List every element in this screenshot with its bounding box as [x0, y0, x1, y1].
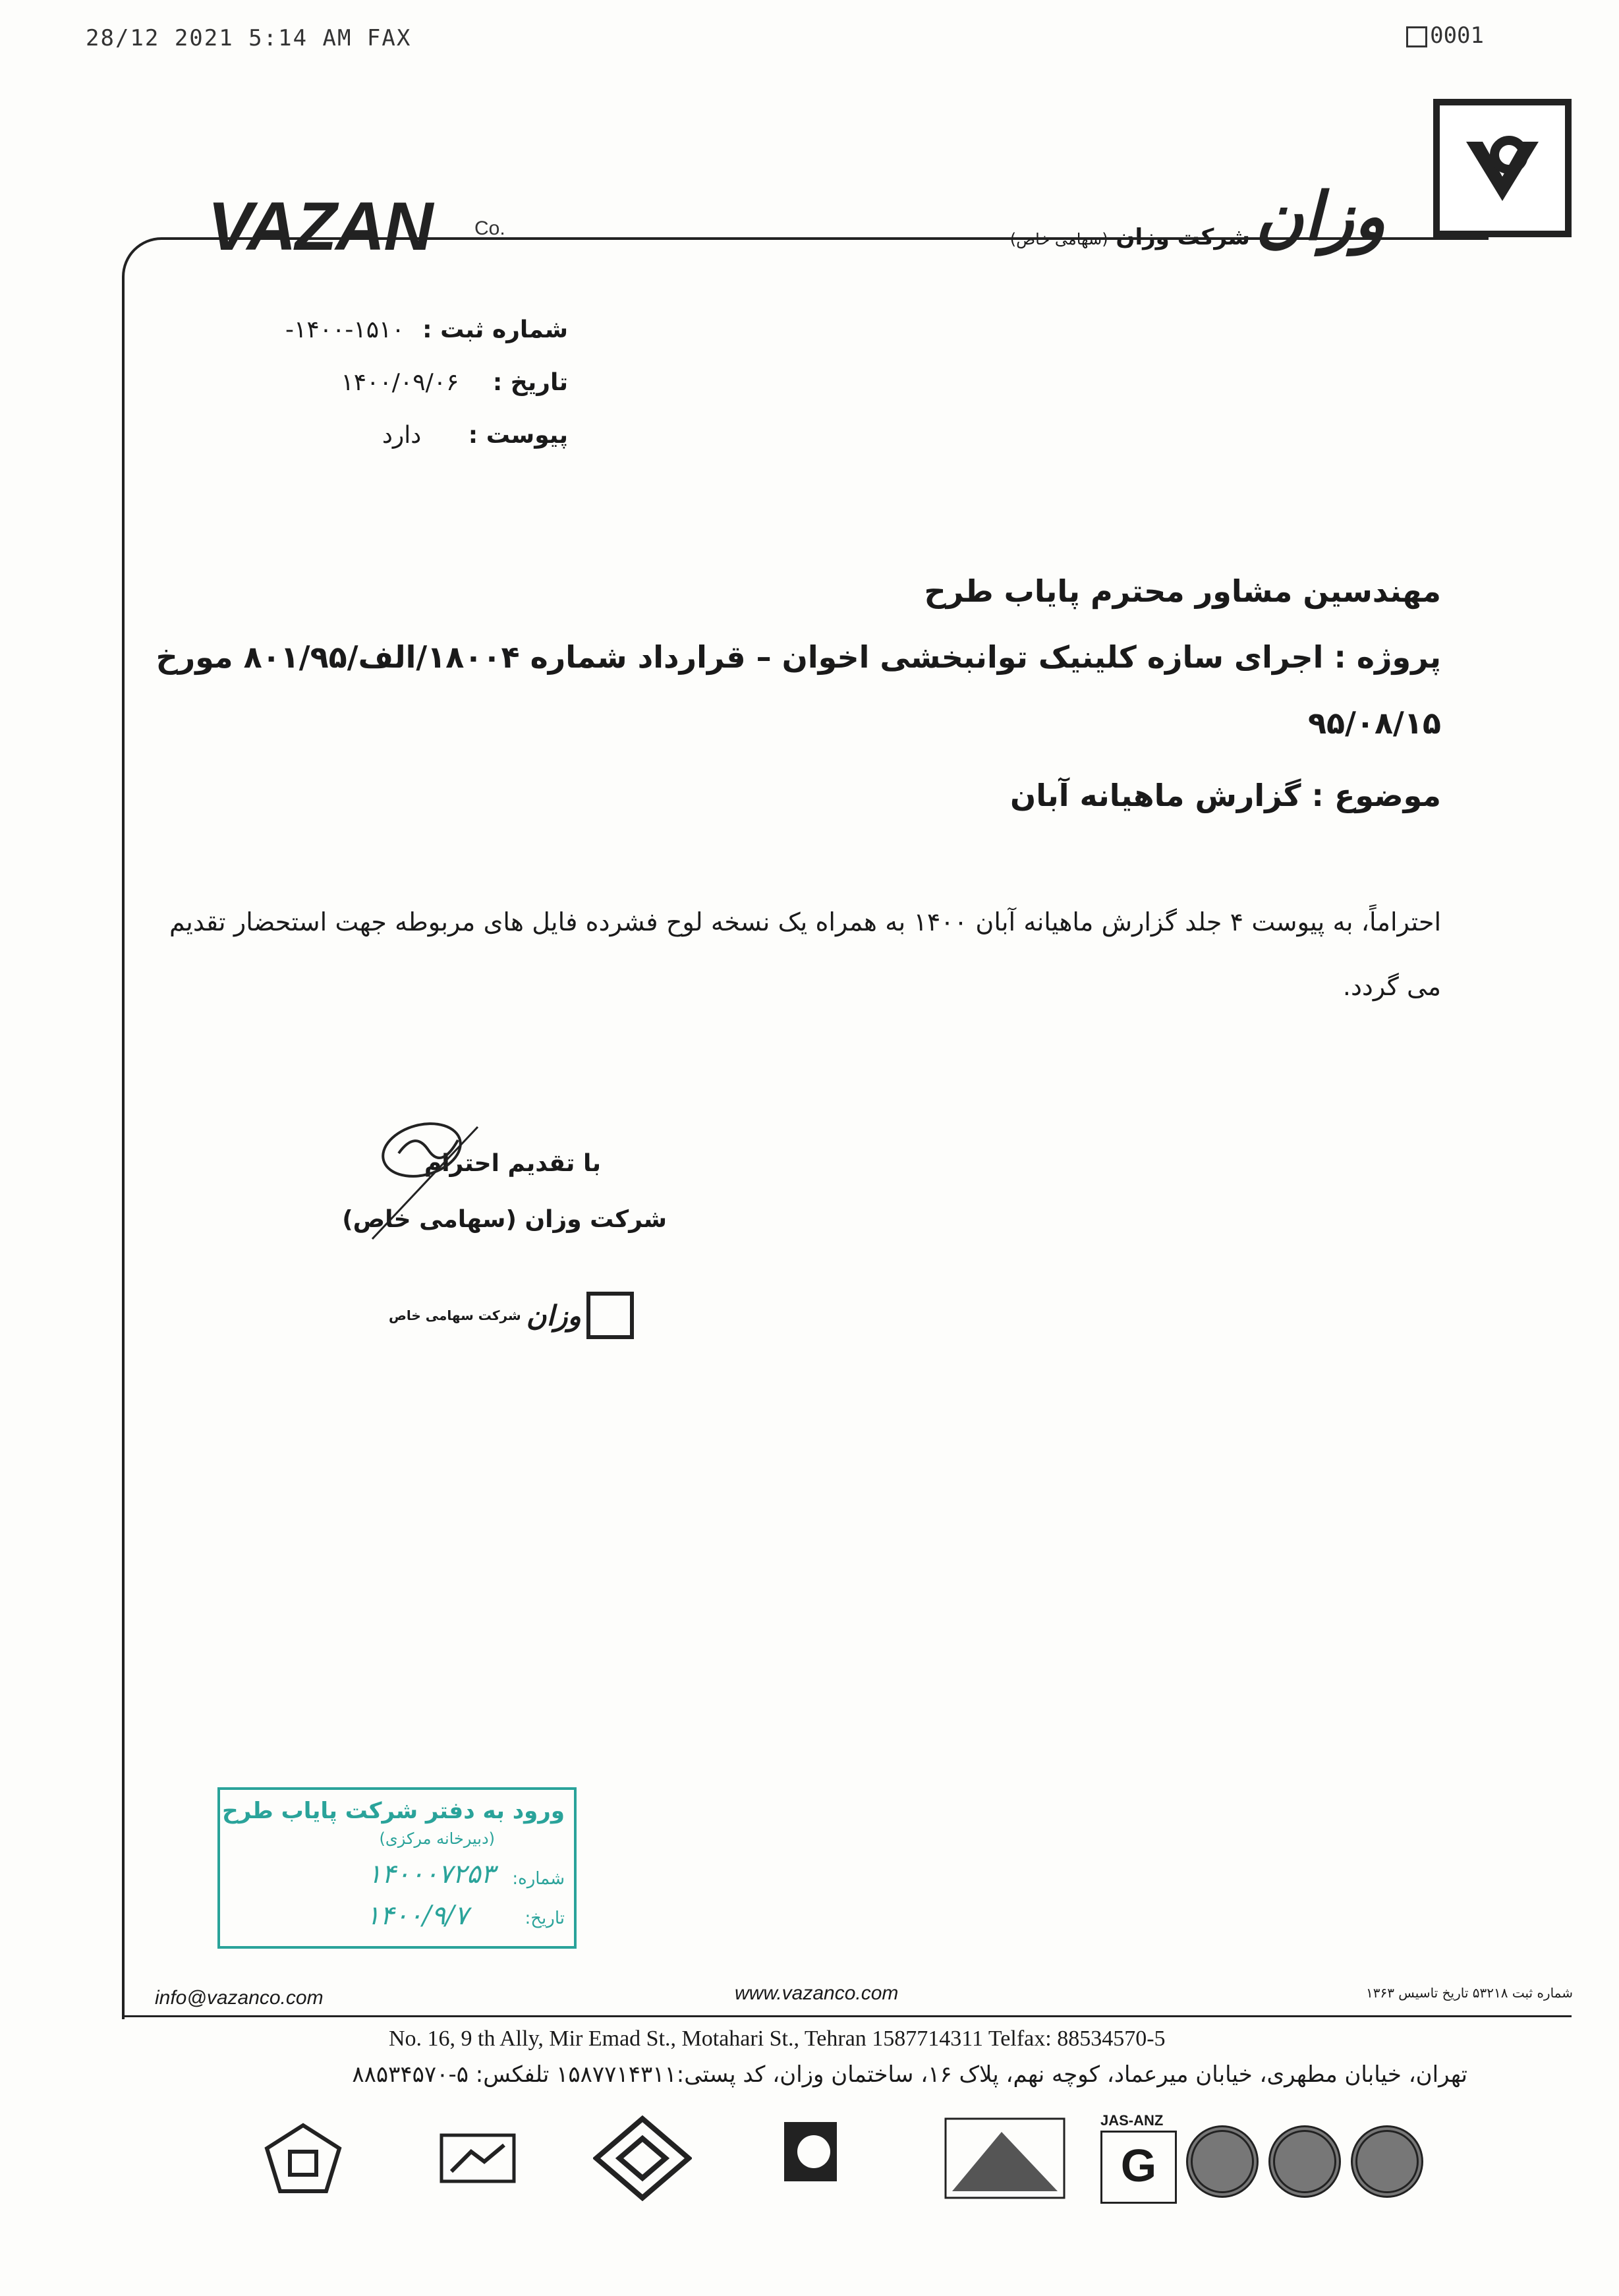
jas-anz-badge: JAS-ANZ	[1100, 2112, 1164, 2129]
association-logo-icon	[260, 2119, 346, 2198]
concrete-association-logo-icon	[774, 2112, 847, 2198]
stamp-date-value: ۱۴۰۰/۹/۷	[366, 1901, 469, 1931]
iso-seal-icon	[1186, 2125, 1259, 2198]
persian-logo: وزان	[1255, 178, 1386, 255]
handwritten-signature	[353, 1114, 484, 1246]
company-name-text: شرکت وزان	[1116, 224, 1250, 250]
stamp-date-label: تاریخ:	[525, 1909, 565, 1928]
closing: با تقدیم احترام	[424, 1150, 601, 1177]
company-emblem-icon	[1433, 99, 1572, 237]
attachment-row	[382, 422, 568, 449]
signature-company: شرکت وزان (سهامی خاص)	[342, 1206, 667, 1233]
project-line: پروژه : اجرای سازه کلینیک توانبخشی اخوان – قرارداد شماره ۱۸۰۰۴/الف/۸۰۱/۹۵ مورخ	[156, 639, 1441, 675]
attachment-label: پیوست :	[468, 422, 568, 449]
footer-registration: شماره ثبت ۵۳۲۱۸ تاریخ تاسیس ۱۳۶۳	[1365, 1985, 1573, 2001]
subject: موضوع : گزارش ماهیانه آبان	[1009, 778, 1441, 813]
footer-email: info@vazanco.com	[155, 1987, 324, 2009]
date-label: تاریخ :	[492, 369, 568, 396]
footer-divider	[122, 2015, 1572, 2017]
fax-header: 28/12 2021 5:14 AM FAX	[86, 25, 412, 51]
registration-label: شماره ثبت :	[422, 316, 568, 343]
engineering-society-logo-icon	[939, 2112, 1071, 2204]
received-stamp	[217, 1787, 577, 1949]
stamp-subtitle: (دبیرخانه مرکزی)	[379, 1829, 495, 1848]
iso-seal-icon	[1351, 2125, 1423, 2198]
registration-value: ۱۴۰۰-۱۵۱۰-	[285, 316, 405, 343]
footer-website: www.vazanco.com	[735, 1982, 899, 2004]
latin-logo: VAZAN	[208, 188, 432, 265]
letter-frame	[122, 237, 1489, 2019]
page-number-value: 0001	[1430, 22, 1484, 49]
stamp-title: ورود به دفتر شرکت پایاب طرح	[222, 1798, 565, 1824]
page-number	[1406, 22, 1484, 49]
company-seal	[389, 1292, 634, 1339]
seal-logo: وزان	[526, 1299, 581, 1332]
stamp-number-label: شماره:	[512, 1869, 565, 1889]
g-certificate-icon: G	[1100, 2131, 1177, 2204]
handshake-logo-icon	[432, 2122, 524, 2195]
seal-text: شرکت سهامی خاص	[389, 1307, 521, 1323]
stamp-number-value: ۱۴۰۰۰۷۲۵۳	[367, 1859, 495, 1889]
date-row	[341, 369, 568, 396]
iso-seal-icon	[1268, 2125, 1341, 2198]
iso-certificates	[1100, 2112, 1443, 2204]
recipient: مهندسین مشاور محترم پایاب طرح	[924, 573, 1441, 609]
company-type: (سهامی خاص)	[1009, 230, 1108, 248]
project-contract-date: ۹۵/۰۸/۱۵	[1307, 705, 1441, 741]
date-value: ۱۴۰۰/۰۹/۰۶	[341, 369, 459, 396]
address-persian: تهران، خیابان مطهری، خیابان میرعماد، کوچه نهم، پلاک ۱۶، ساختمان وزان، کد پستی:۱۵۸۷۷۱۴۳۱۱ تلفکس: ۵-۸۸۵۳۴۵۷۰	[352, 2061, 1467, 2088]
diamond-logo-icon	[590, 2112, 695, 2204]
attachment-value: دارد	[382, 422, 422, 449]
registration-row	[285, 316, 568, 343]
seal-emblem-icon	[586, 1292, 634, 1339]
letter-body: احتراماً، به پیوست ۴ جلد گزارش ماهیانه آبان ۱۴۰۰ به همراه یک نسخه لوح فشرده فایل های مربوطه جهت استحضار تقدیم می گردد.	[169, 907, 1442, 1001]
address-english: No. 16, 9 th Ally, Mir Emad St., Motahari St., Tehran 1587714311 Telfax: 88534570-5	[389, 2026, 1166, 2051]
fax-page-icon	[1406, 26, 1427, 47]
latin-logo-suffix: Co.	[474, 217, 505, 239]
